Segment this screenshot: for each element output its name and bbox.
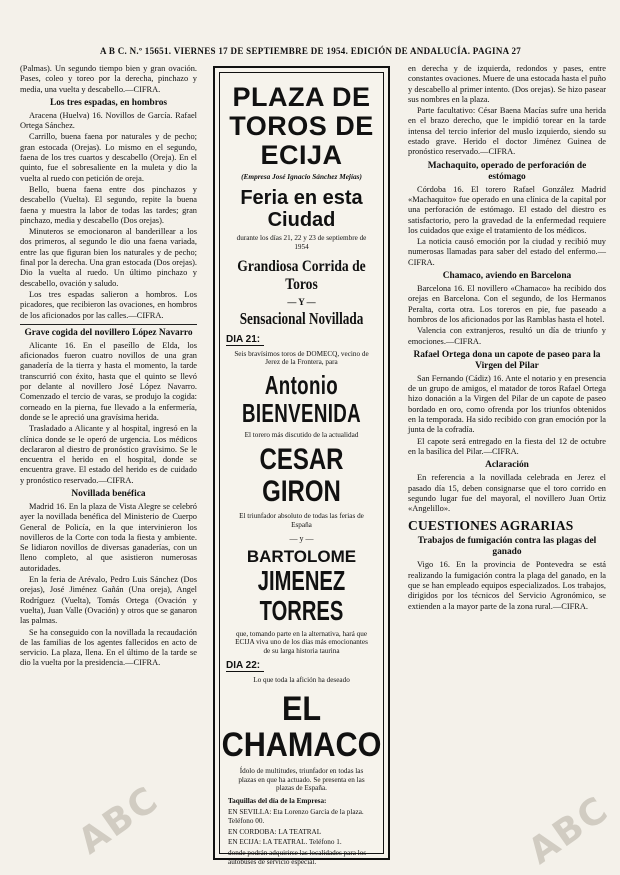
- ad-dash: — y —: [289, 533, 314, 543]
- paragraph: La noticia causó emoción por la ciudad y recibió muy numerosas llamadas para saber del estado del enfermo.—CIFRA.: [408, 237, 606, 267]
- paragraph: Trasladado a Alicante y al hospital, ingresó en la clínica donde se le operó de urgencia. Los médicos declararon al diestro de pronóstico gravísimo. Se le encuentra el herido en el hospital, donde se encuentra grave. El estado del herido es de cuidado y pronóstico reservado.—CIFRA.: [20, 424, 197, 485]
- paragraph: Carrillo, buena faena por naturales y de pecho; gran estocada (Orejas). Lo mismo en el segundo, faena de los tres cuartos y descabello (Oreja). En el quinto, fue el sobresaliente en la muleta y dio la vuelta al ruedo con petición de oreja.: [20, 132, 197, 183]
- ad-day-label: DIA 21:: [226, 334, 383, 346]
- bullfight-advertisement: [213, 66, 390, 866]
- agrarian-heading: CUESTIONES AGRARIAS: [408, 518, 574, 534]
- section-heading: Rafael Ortega dona un capote de paseo para la Virgen del Pilar: [413, 349, 601, 371]
- paragraph: Alicante 16. En el paseíllo de Elda, los aficionados fueron cuatro novillos de una gran ganadería de la tierra y hasta el momento, la tarde transcurrió con éxito, hasta que el quinto se llevó por delante al novillero José López Navarro. Comenzado el tercio de varas, se produjo la cogida: corneado en la pierna, fue llevado a la enfermería, donde se le apreció una gravísima herida.: [20, 340, 197, 422]
- paragraph: Córdoba 16. El torero Rafael González Madrid «Machaquito» fue operado en una clínica de la capital por una perforación de estómago. El estado del diestro es satisfactorio, pero la gravedad de la enfermedad requiere los cuidados que exige el tratamiento de los médicos.: [408, 184, 606, 235]
- paragraph: En referencia a la novillada celebrada en Jerez el pasado día 15, deben consignarse que el toro corrido en segundo lugar fue del mayoral, el novillero Juan Ortiz «Angelillo».: [408, 473, 606, 514]
- ad-final: donde podrán adquirirse las localidades para los autobuses de servicio especial.: [228, 849, 367, 866]
- ad-inner-frame: [219, 72, 384, 866]
- abc-watermark: ABC: [71, 778, 167, 863]
- paragraph: Vigo 16. En la provincia de Pontevedra se está realizando la fumigación contra la plaga del ganado, en la que se han empleado equipos especializados. Los trabajos, dirigidos por los técnicos del Servicio Agronómico, se extienden a la mayor parte de la zona rural.—CIFRA.: [408, 560, 606, 611]
- paragraph: Barcelona 16. El novillero «Chamaco» ha recibido dos orejas en Barcelona. Con el segundo, de los Hermanos Peralta, corta otra. Los toreros en pie, fue paseado a hombros de los aficionados por las Ramblas hasta el hotel.: [408, 284, 606, 324]
- ad-sevilla: EN SEVILLA: Eta Lorenzo García de la plaza. Teléfono 00.: [228, 807, 364, 825]
- ad-chamaco-intro: Lo que toda la afición ha deseado: [253, 675, 350, 684]
- section-heading: Trabajos de fumigación contra las plagas del ganado: [417, 536, 597, 558]
- ad-toros: Seis bravísimos toros de DOMECQ, vecino de Jerez de la Frontera, para: [234, 349, 369, 367]
- paragraph: Los tres espadas salieron a hombros. Los picadores, que recibieron las ovaciones, en hombros de los aficionados por las calles.—CIFRA.: [20, 289, 197, 320]
- ad-torero-2-desc: El triunfador absoluto de todas las ferias de España: [239, 511, 364, 529]
- paragraph: Aracena (Huelva) 16. Novillos de García. Rafael Ortega Sánchez.: [20, 110, 197, 131]
- section-heading: Novillada benéfica: [71, 488, 146, 499]
- page-header: A B C. N.º 15651. VIERNES 17 DE SEPTIEMBRE DE 1954. EDICIÓN DE ANDALUCÍA. PAGINA 27: [100, 46, 522, 56]
- section-heading: Aclaración: [485, 460, 529, 471]
- abc-watermark: ABC: [521, 788, 617, 873]
- ad-empresa: (Empresa José Ignacio Sánchez Mejías): [241, 172, 362, 181]
- divider: [20, 324, 197, 325]
- right-intro: en derecha y de izquierda, redondos y pases, entre constantes ovaciones. Muere de una estocada hasta el puño y descabello al primer intento. (Dos orejas). Se hizo pasear sus nombres en la plaza.: [408, 64, 606, 104]
- left-intro: (Palmas). Un segundo tiempo bien y gran ovación. Pases, coleo y toreo por la derecha, pinchazo y media, una vuelta y descabello.—CIFRA.: [20, 64, 197, 94]
- section-heading: Grave cogida del novillero López Navarro: [24, 327, 193, 338]
- ad-torero-3-desc: que, tomando parte en la alternativa, hará que ECIJA viva uno de los días más emocionantes de su larga historia taurina: [235, 629, 368, 656]
- paragraph: Valencia con extranjeros, resultó un día de triunfo y emociones.—CIFRA.: [408, 326, 606, 346]
- ad-torero-1-desc: El torero más discutido de la actualidad: [244, 431, 359, 440]
- paragraph: Bello, buena faena entre dos pinchazos y descabello (Vuelta). El segundo, repite la buena faena y muestra la labor de todas las tardes; gran pinchazo, media y descabello (Dos orejas).: [20, 184, 197, 225]
- paragraph: El capote será entregado en la fiesta del 12 de octubre en la basílica del Pilar.—CIFRA.: [408, 436, 606, 456]
- ad-corrida: Grandiosa Corrida de Toros: [237, 257, 366, 293]
- section-heading: Machaquito, operado de perforación de estómago: [427, 160, 587, 182]
- ad-dates: durante los días 21, 22 y 23 de septiembre de 1954: [236, 234, 367, 251]
- paragraph: Madrid 16. En la plaza de Vista Alegre se celebró ayer la novillada benéfica del Ministerio de Cuerpo General de Policía, en la que intervinieron los novilleros de la Corte con toda la fiesta y ambiente. Se lidiaron novillos de diversas ganaderías, con un lleno completo, al que asistieron numerosas autoridades.: [20, 501, 197, 573]
- paragraph: San Fernando (Cádiz) 16. Ante el notario y en presencia de un grupo de amigos, el matador de toros Rafael Ortega hizo donación a la Virgen del Pilar de un capote de paseo bordado en oro, como ofrenda por los triunfos obtenidos en la temporada. Ha sido recibido con gran emoción por la junta de la cofradía.: [408, 373, 606, 435]
- ad-chamaco-desc: Ídolo de multitudes, triunfador en todas las plazas en que ha actuado. Se presenta en las plazas de España.: [238, 766, 365, 793]
- ad-taquillas: Taquillas del día de la Empresa:: [228, 797, 327, 806]
- ad-cordoba: EN CORDOBA: LA TEATRAL: [228, 827, 322, 836]
- section-heading: Los tres espadas, en hombros: [49, 97, 168, 108]
- ad-title: PLAZA DE TOROS DE ECIJA: [229, 82, 374, 170]
- paragraph: En la feria de Arévalo, Pedro Luis Sánchez (Dos orejas), José Jiménez Gañán (Una oreja), Angel Rodríguez (Vuelta), Tomás Ortega (Ovación y vuelta), Juan Valle (Ovación) y otros que se ganaron las palmas.: [20, 575, 197, 626]
- ad-torero-2: CESAR GIRON: [259, 442, 344, 508]
- left-column: [20, 64, 197, 864]
- ad-y: — Y —: [287, 296, 316, 307]
- right-column: [408, 64, 606, 864]
- ad-chamaco: EL CHAMACO: [221, 689, 382, 764]
- ad-day-label: DIA 22:: [226, 660, 383, 672]
- ad-novillada: Sensacional Novillada: [239, 308, 364, 328]
- ad-feria: Feria en esta Ciudad: [240, 187, 363, 231]
- ad-torero-3-first: BARTOLOME: [246, 546, 357, 566]
- section-heading: Chamaco, aviendo en Barcelona: [442, 271, 572, 282]
- paragraph: Minuteros se emocionaron al banderillear a los dos primeros, al segundo le dio una faena variada, entre las que figuran bien los naturales y de pecho; final por la derecha. Una gran estocada (Dos orejas). Dio la vuelta al ruedo. Un último pinchazo y descabello, ovación y saludo.: [20, 227, 197, 288]
- ad-torero-1: Antonio BIENVENIDA: [241, 370, 362, 429]
- ad-torero-3-last: JIMENEZ TORRES: [257, 564, 346, 626]
- ad-ecija: EN ECIJA: LA TEATRAL. Teléfono 1.: [228, 838, 342, 847]
- paragraph: Parte facultativo: César Baena Macías sufre una herida en el brazo derecho, que le impidió torear en la tarde intensa del tercio inferior del muslo izquierdo, siendo su estado grave. Herido el doctor Jiménez Guinea de pronóstico reservado.—CIFRA.: [408, 106, 606, 157]
- paragraph: Se ha conseguido con la novillada la recaudación de las familias de los agentes fallecidos en acto de servicio. La plaza, llena. En el último de la tarde se dio la vuelta por la presidencia.—CIFRA.: [20, 627, 197, 668]
